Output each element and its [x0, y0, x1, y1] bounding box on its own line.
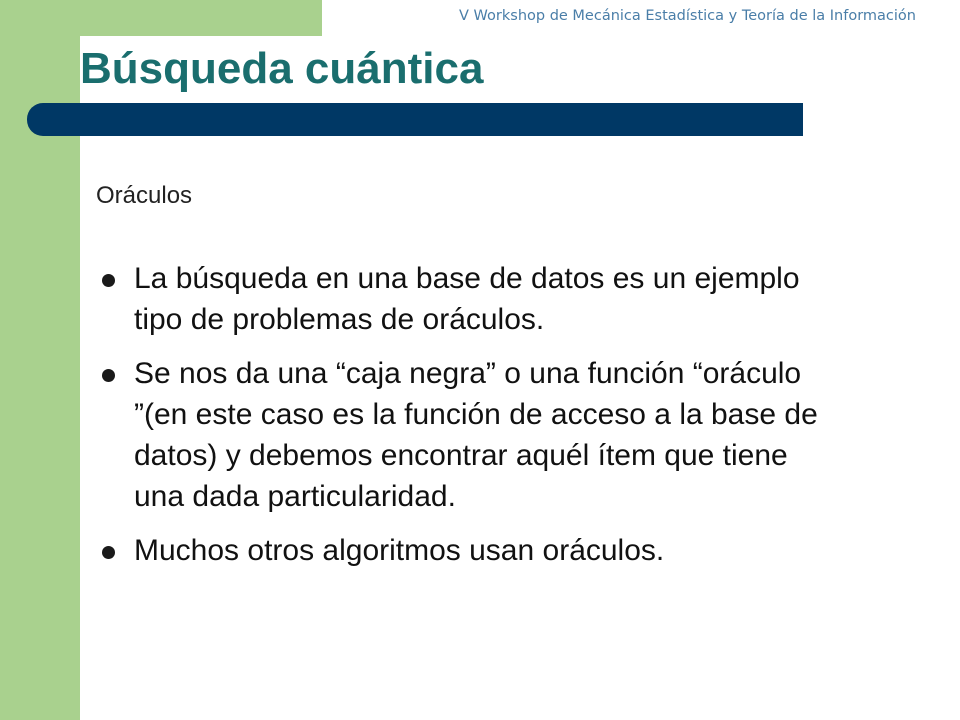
bullet-dot-icon: [102, 274, 115, 287]
title-underline-bar: [27, 103, 803, 136]
bullet-dot-icon: [102, 546, 115, 559]
bullet-item: [100, 258, 840, 340]
bullet-item: [100, 530, 840, 571]
bullet-list: [100, 258, 840, 584]
bullet-item: [100, 353, 840, 517]
slide-title: Búsqueda cuántica: [80, 44, 484, 93]
top-accent-band: [0, 0, 322, 36]
bullet-text: Muchos otros algoritmos usan oráculos.: [134, 534, 665, 567]
bullet-text: La búsqueda en una base de datos es un ejemplo tipo de problemas de oráculos.: [134, 262, 800, 336]
bullet-dot-icon: [102, 369, 115, 382]
slide-subtitle: Oráculos: [96, 182, 193, 209]
workshop-header: V Workshop de Mecánica Estadística y Teoría de la Información: [459, 8, 916, 24]
bullet-text: Se nos da una “caja negra” o una función “oráculo ”(en este caso es la función de acceso a la base de datos) y debemos encontrar aquél ítem que tiene una dada particularidad.: [134, 357, 818, 513]
